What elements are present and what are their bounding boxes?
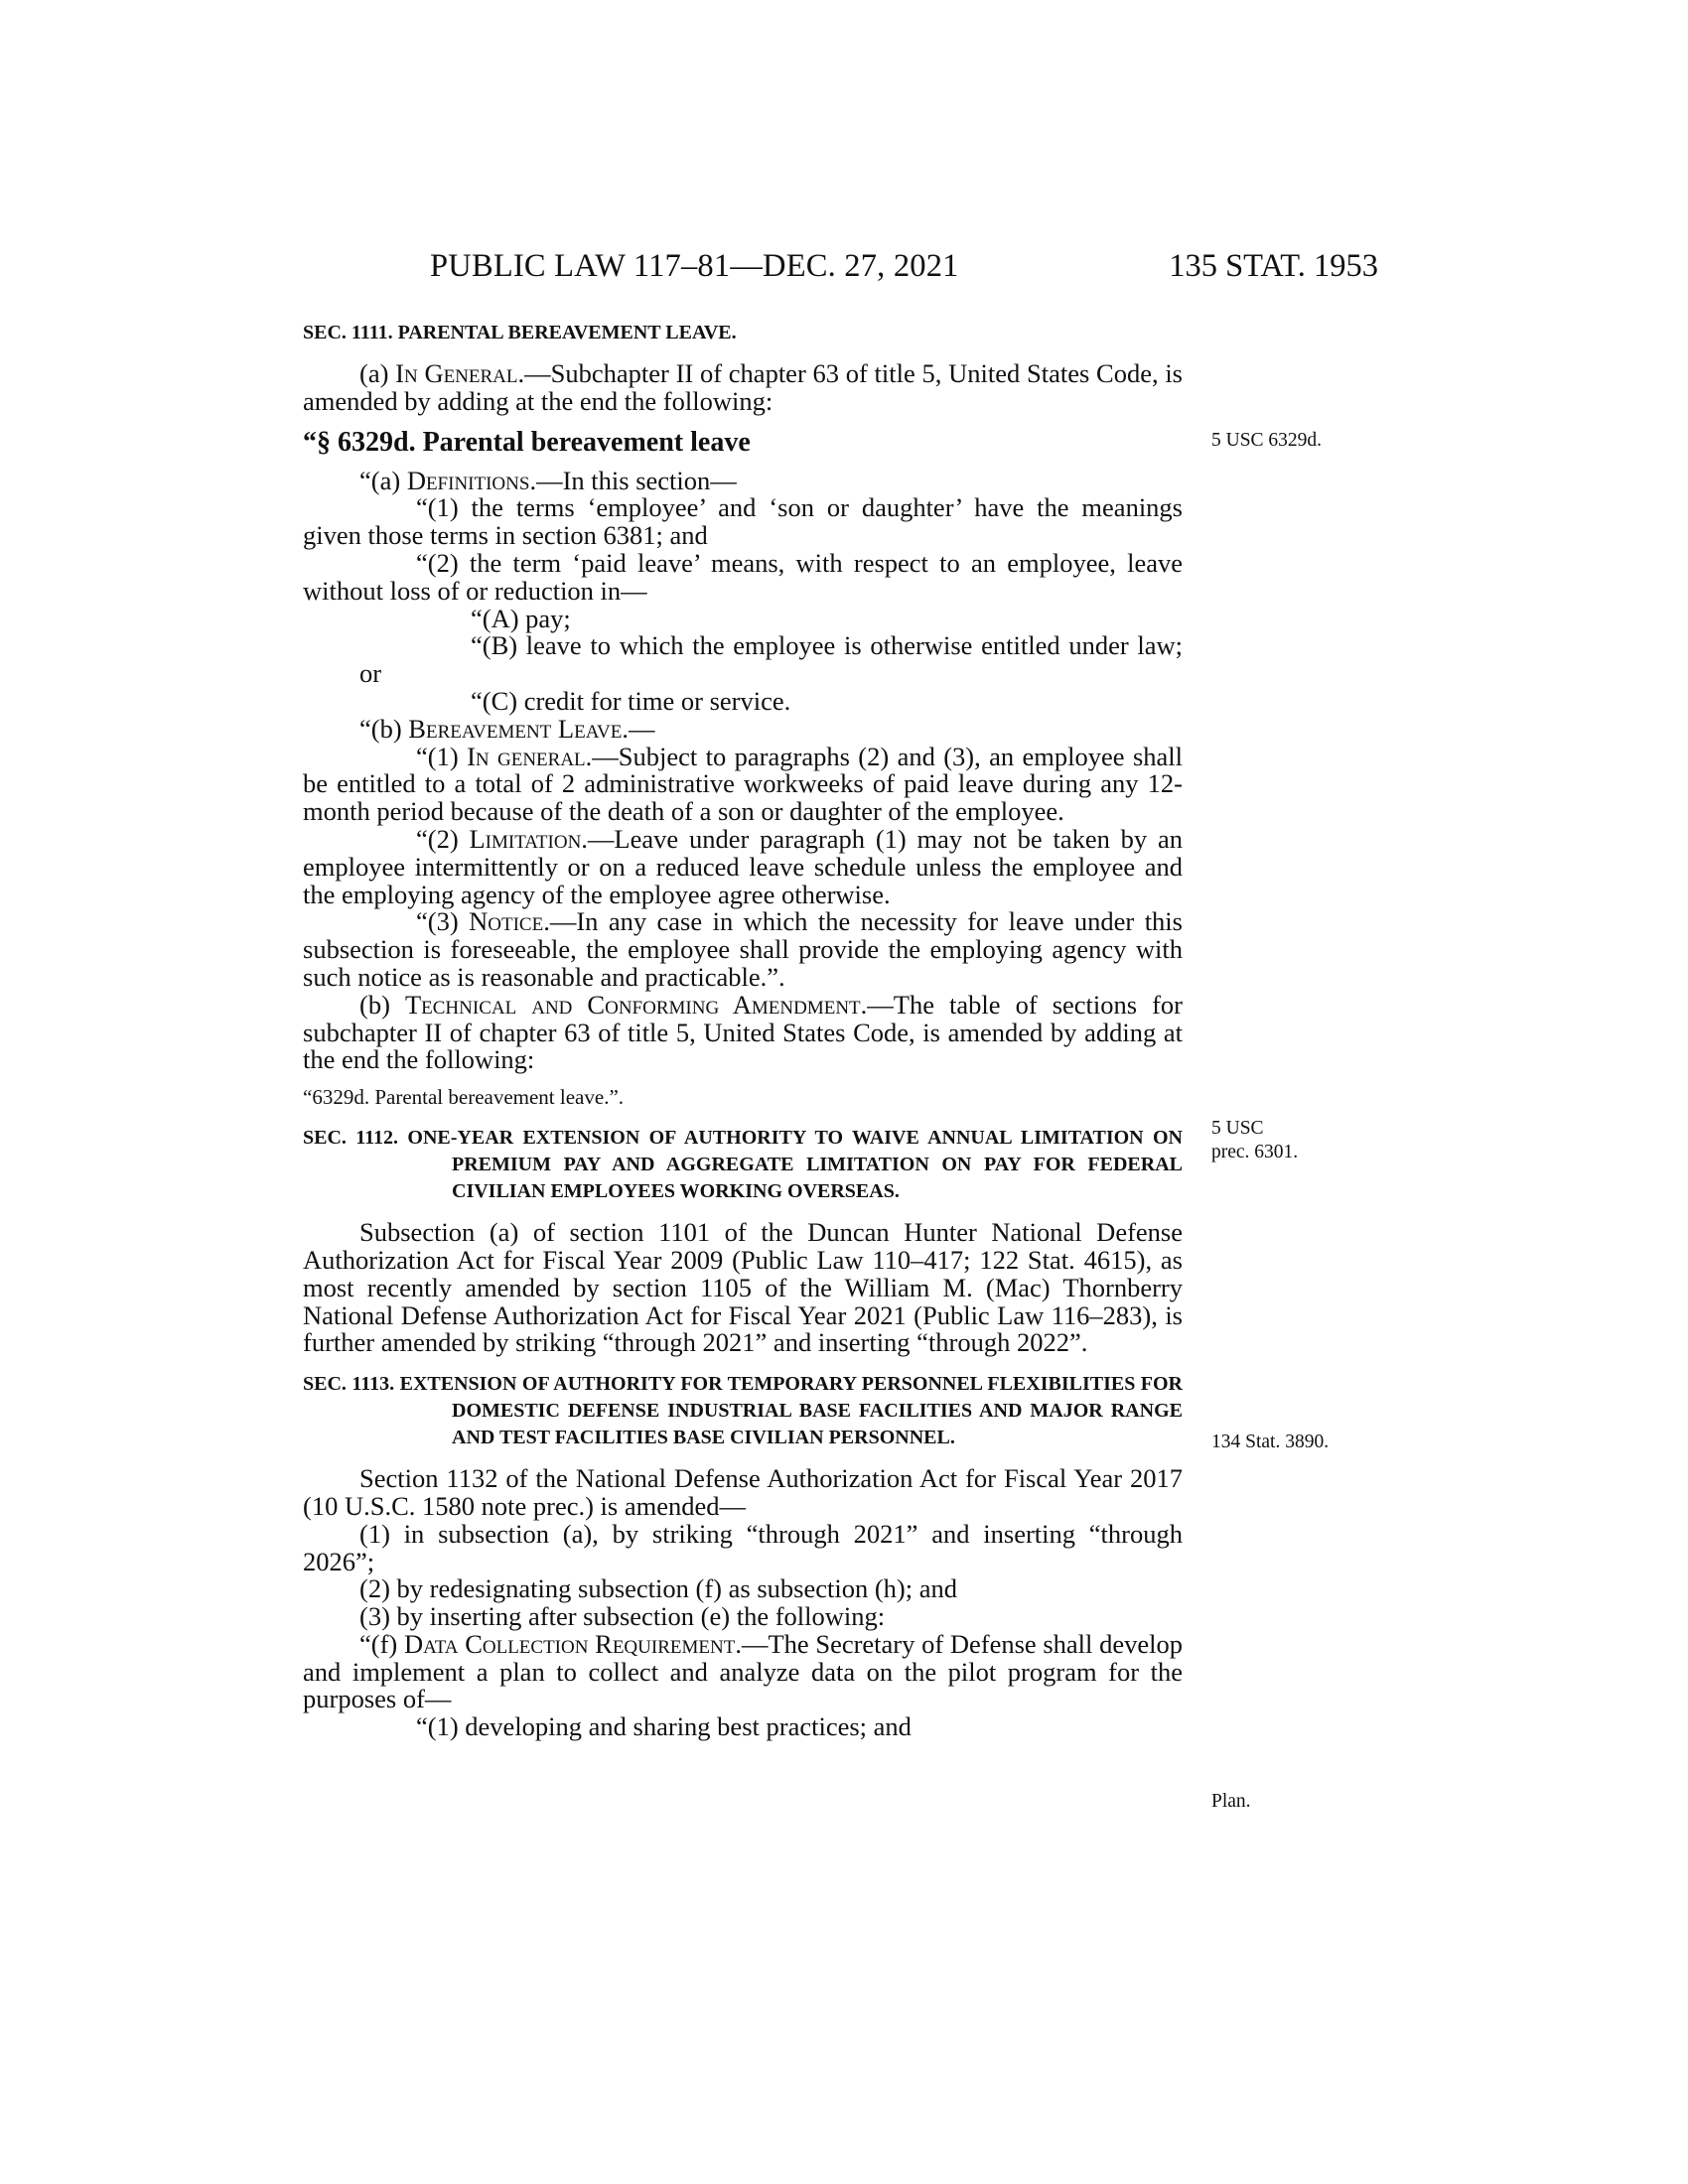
table-of-sections-entry: “6329d. Parental bereavement leave.”. [303, 1085, 625, 1110]
paragraph-technical-amendment: (b) Technical and Conforming Amendment.—The table of sections for subchapter II of chapter 63 of title 5, United States Code, is amended by adding at the end the following: [303, 989, 1184, 1075]
paragraph-1113-body: Section 1132 of the National Defense Authorization Act for Fiscal Year 2017 (10 U.S.C. 1580 note prec.) is amended— [303, 1463, 1183, 1521]
paragraph-1113-item-3: (3) by inserting after subsection (e) the following: [359, 1601, 886, 1632]
section-heading-1113: SEC. 1113. EXTENSION OF AUTHORITY FOR TEMPORARY PERSONNEL FLEXIBILITIES FOR DOMESTIC DEFENSE INDUSTRIAL BASE FACILITIES AND MAJOR RANGE AND TEST FACILITIES BASE CIVILIAN PERSONNEL. [303, 1373, 1183, 1449]
paragraph-1113-item-1: (1) in subsection (a), by striking “through 2021” and inserting “through 2026”; [303, 1518, 1183, 1576]
section-heading-1111: SEC. 1111. PARENTAL BEREAVEMENT LEAVE. [303, 322, 737, 343]
document-body [303, 320, 1183, 1741]
section-title-6329d: “§ 6329d. Parental bereavement leave [303, 426, 751, 458]
paragraph-definitions: “(a) Definitions.—In this section— [359, 465, 737, 495]
paragraph-def-1: “(1) the terms ‘employee’ and ‘son or daughter’ have the meanings given those terms in section 6381; and [303, 492, 1183, 551]
margin-note-stat-3890: 134 Stat. 3890. [1211, 1432, 1330, 1452]
paragraph-b-1: “(1) In general.—Subject to paragraphs (2) and (3), an employee shall be entitled to a total of 2 administrative workweeks of paid leave during any 12-month period because of the death of a son or daughter of the employee. [303, 741, 1183, 827]
paragraph-1113-item-2: (2) by redesignating subsection (f) as subsection (h); and [359, 1573, 957, 1604]
running-header [430, 248, 1378, 288]
paragraph-def-2: “(2) the term ‘paid leave’ means, with respect to an employee, leave without loss of or reduction in— [303, 547, 1183, 606]
margin-note-usc-6329d: 5 USC 6329d. [1211, 430, 1323, 451]
margin-note-plan: Plan. [1211, 1791, 1251, 1812]
margin-note-usc-prec-line1: 5 USC [1211, 1118, 1264, 1139]
margin-note-usc-prec-line2: prec. 6301. [1211, 1142, 1299, 1162]
paragraph-f-1: “(1) developing and sharing best practices; and [416, 1711, 912, 1742]
paragraph-def-c: “(C) credit for time or service. [471, 685, 791, 716]
paragraph-1111-a: (a) In General.—Subchapter II of chapter 63 of title 5, United States Code, is amended by adding at the end the following: [303, 358, 1183, 416]
paragraph-b-2: “(2) Limitation.—Leave under paragraph (1) may not be taken by an employee intermittently or on a reduced leave schedule unless the employee and the employing agency of the employee agree otherwise. [303, 823, 1183, 909]
paragraph-def-b: “(B) leave to which the employee is otherwise entitled under law; or [359, 630, 1183, 689]
paragraph-1112-body: Subsection (a) of section 1101 of the Duncan Hunter National Defense Authorization Act for Fiscal Year 2009 (Public Law 110–417; 122 Stat. 4615), as most recently amended by section 1105 of the William M. (Mac) Thornberry National Defense Authorization Act for Fiscal Year 2021 (Public Law 116–283), is further amended by striking “through 2021” and inserting “through 2022”. [303, 1217, 1183, 1358]
header-page-number: 135 STAT. 1953 [1169, 248, 1378, 284]
paragraph-b-3: “(3) Notice.—In any case in which the necessity for leave under this subsection is foreseeable, the employee shall provide the employing agency with such notice as is reasonable and practicable.”. [303, 906, 1183, 992]
paragraph-def-a: “(A) pay; [471, 603, 571, 633]
section-heading-1112: SEC. 1112. ONE-YEAR EXTENSION OF AUTHORITY TO WAIVE ANNUAL LIMITATION ON PREMIUM PAY AND AGGREGATE LIMITATION ON PAY FOR FEDERAL CIVILIAN EMPLOYEES WORKING OVERSEAS. [303, 1127, 1183, 1203]
paragraph-data-collection: “(f) Data Collection Requirement.—The Secretary of Defense shall develop and implement a plan to collect and analyze data on the pilot program for the purposes of— [303, 1628, 1183, 1714]
header-title: PUBLIC LAW 117–81—DEC. 27, 2021 [430, 248, 959, 284]
paragraph-bereavement-leave: “(b) Bereavement Leave.— [359, 713, 655, 744]
